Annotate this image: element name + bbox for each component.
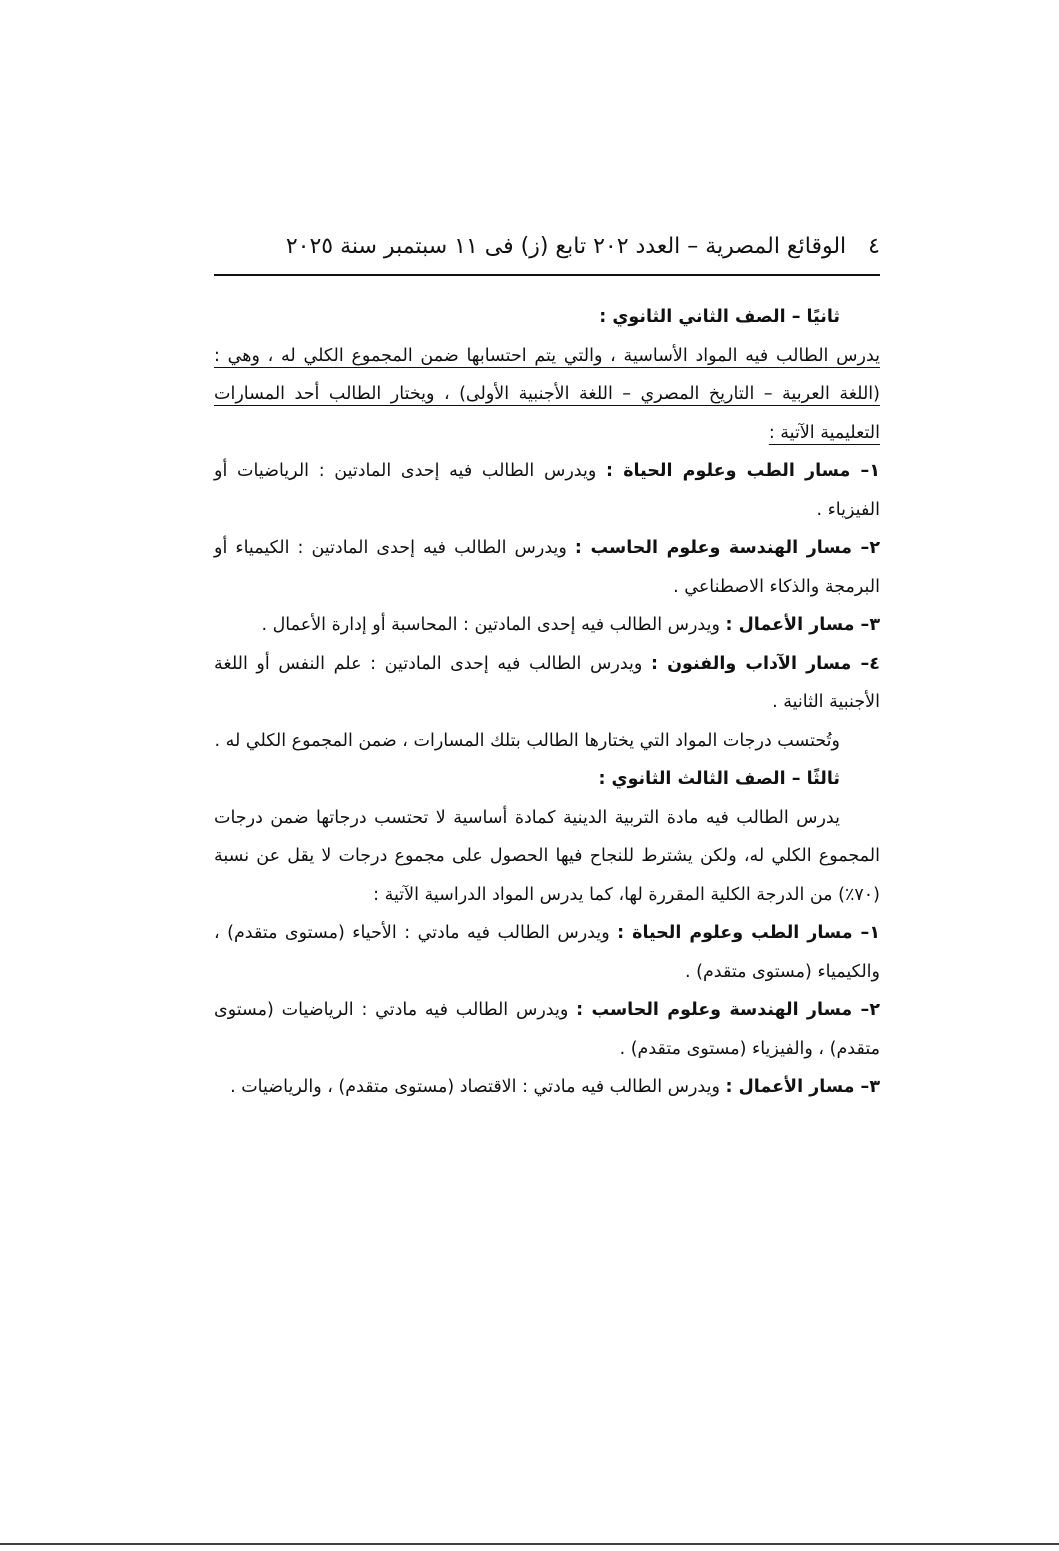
header-divider [214,274,880,276]
document-body [214,298,880,1107]
track-item [214,645,880,722]
page-number: ٤ [868,233,880,259]
track-title: ٣– مسار الأعمال : [725,615,880,635]
track-item [214,991,880,1068]
gazette-title: الوقائع المصرية – العدد ٢٠٢ تابع (ز) فى ١١ سبتمبر سنة ٢٠٢٥ [285,233,847,259]
track-title: ١– مسار الطب وعلوم الحياة : [617,923,880,943]
section-3-heading: ثالثًا – الصف الثالث الثانوي : [598,769,840,789]
track-title: ١– مسار الطب وعلوم الحياة : [606,461,880,481]
section-2-heading: ثانيًا – الصف الثاني الثانوي : [599,307,840,327]
track-title: ٣– مسار الأعمال : [725,1077,880,1097]
track-text: ويدرس الطالب فيه مادتي : الاقتصاد (مستوى متقدم) ، والرياضيات . [230,1077,726,1097]
track-text: ويدرس الطالب فيه إحدى المادتين : المحاسبة أو إدارة الأعمال . [261,615,726,635]
track-text: ويدرس الطالب فيه مادتي : الرياضيات (مستوى متقدم) ، والفيزياء (مستوى متقدم) . [214,1000,880,1059]
track-item [214,529,880,606]
track-title: ٢– مسار الهندسة وعلوم الحاسب : [576,1000,880,1020]
track-item [214,606,880,645]
track-item [214,914,880,991]
track-title: ٤– مسار الآداب والفنون : [650,653,880,674]
section-3-intro: يدرس الطالب فيه مادة التربية الدينية كمادة أساسية لا تحتسب درجاتها ضمن درجات المجموع الكلي له، ولكن يشترط للنجاح فيها الحصول على مجموع درجات لا يقل عن نسبة (٧٠٪) من الدرجة الكلية المقررة لها، كما يدرس المواد الدراسية الآتية : [214,807,880,905]
scan-edge-line [0,1543,1059,1545]
section-2-closing: وتُحتسب درجات المواد التي يختارها الطالب بتلك المسارات ، ضمن المجموع الكلي له . [214,730,840,751]
track-item [214,452,880,529]
track-text: ويدرس الطالب فيه إحدى المادتين : الرياضيات أو الفيزياء . [214,461,880,520]
track-text: ويدرس الطالب فيه إحدى المادتين : علم النفس أو اللغة الأجنبية الثانية . [214,653,880,712]
track-text: ويدرس الطالب فيه مادتي : الأحياء (مستوى متقدم) ، والكيمياء (مستوى متقدم) . [214,923,880,982]
page-header [214,226,880,266]
section-2-intro: يدرس الطالب فيه المواد الأساسية ، والتي يتم احتسابها ضمن المجموع الكلي له ، وهي : (اللغة العربية – التاريخ المصري – اللغة الأجنبية الأولى) ، ويختار الطالب أحد المسارات التعليمية الآتية : [214,345,880,443]
track-item [214,1068,880,1107]
track-text: ويدرس الطالب فيه إحدى المادتين : الكيمياء أو البرمجة والذكاء الاصطناعي . [214,538,880,597]
track-title: ٢– مسار الهندسة وعلوم الحاسب : [574,538,880,558]
